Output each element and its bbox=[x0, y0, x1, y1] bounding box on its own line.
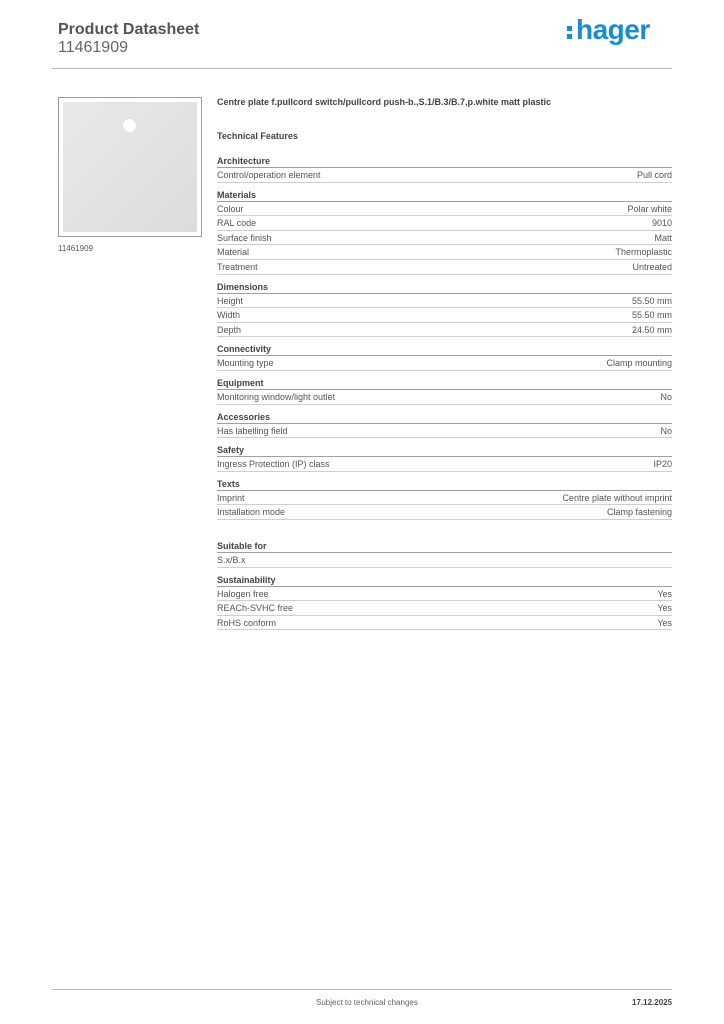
product-image bbox=[58, 97, 202, 237]
feature-value: 24.50 mm bbox=[631, 324, 672, 335]
section-title: Equipment bbox=[217, 378, 672, 390]
feature-section bbox=[217, 378, 672, 405]
feature-value: Clamp fastening bbox=[606, 507, 672, 518]
feature-label: Colour bbox=[217, 203, 244, 214]
feature-section bbox=[217, 445, 672, 472]
section-title: Dimensions bbox=[217, 282, 672, 294]
section-title: Architecture bbox=[217, 156, 672, 168]
feature-value: Polar white bbox=[627, 203, 672, 214]
section-title: Texts bbox=[217, 479, 672, 491]
feature-label: Monitoring window/light outlet bbox=[217, 391, 336, 402]
section-title: Accessories bbox=[217, 412, 672, 424]
footer-divider bbox=[52, 989, 672, 990]
hager-logo bbox=[566, 14, 650, 46]
feature-value: 9010 bbox=[651, 218, 672, 229]
product-number: 11461909 bbox=[58, 39, 128, 56]
image-caption: 11461909 bbox=[58, 244, 93, 253]
feature-row bbox=[217, 308, 672, 323]
feature-label: Depth bbox=[217, 324, 242, 335]
feature-label: Ingress Protection (IP) class bbox=[217, 459, 330, 470]
technical-features-heading: Technical Features bbox=[217, 131, 298, 141]
feature-value: Yes bbox=[657, 617, 672, 628]
page-title: Product Datasheet bbox=[58, 21, 200, 38]
feature-section bbox=[217, 412, 672, 439]
feature-row bbox=[217, 424, 672, 439]
feature-section bbox=[217, 344, 672, 371]
feature-row bbox=[217, 231, 672, 246]
feature-label: Control/operation element bbox=[217, 170, 321, 180]
feature-row bbox=[217, 294, 672, 309]
feature-label: REACh-SVHC free bbox=[217, 603, 294, 614]
section-title: Materials bbox=[217, 190, 672, 202]
feature-label: Treatment bbox=[217, 261, 258, 272]
logo-dots-icon bbox=[566, 21, 574, 41]
logo-text: hager bbox=[576, 14, 650, 45]
feature-label: RoHS conform bbox=[217, 617, 277, 628]
footer-note: Subject to technical changes bbox=[316, 998, 418, 1007]
feature-section bbox=[217, 479, 672, 520]
feature-section bbox=[217, 575, 672, 631]
feature-row bbox=[217, 601, 672, 616]
feature-label: Has labelling field bbox=[217, 425, 288, 436]
feature-row bbox=[217, 356, 672, 371]
feature-value: Thermoplastic bbox=[615, 247, 672, 258]
feature-value: Yes bbox=[657, 603, 672, 614]
feature-row bbox=[217, 505, 672, 520]
feature-row bbox=[217, 616, 672, 631]
feature-value: No bbox=[660, 425, 672, 436]
pullcord-hole bbox=[122, 118, 137, 133]
datasheet-content bbox=[217, 96, 672, 630]
feature-section bbox=[217, 190, 672, 275]
feature-value: 55.50 mm bbox=[631, 295, 672, 306]
feature-row bbox=[217, 587, 672, 602]
product-title: Centre plate f.pullcord switch/pullcord push-b.,S.1/B.3/B.7,p.white matt plastic bbox=[217, 97, 552, 107]
feature-row bbox=[217, 553, 672, 568]
header-divider bbox=[52, 68, 672, 69]
feature-sections bbox=[217, 156, 672, 630]
section-title: Connectivity bbox=[217, 344, 672, 356]
feature-label: S.x/B.x bbox=[217, 554, 246, 565]
feature-value: IP20 bbox=[653, 459, 672, 470]
feature-value: Matt bbox=[654, 232, 672, 243]
feature-value: Centre plate without imprint bbox=[562, 492, 672, 503]
feature-row bbox=[217, 216, 672, 231]
feature-value: Untreated bbox=[632, 261, 672, 272]
feature-label: Mounting type bbox=[217, 358, 274, 369]
feature-value: Clamp mounting bbox=[606, 358, 672, 369]
feature-row bbox=[217, 457, 672, 472]
section-title: Sustainability bbox=[217, 575, 672, 587]
feature-row bbox=[217, 245, 672, 260]
section-title: Safety bbox=[217, 445, 672, 457]
feature-value: 55.50 mm bbox=[631, 310, 672, 321]
feature-label: Halogen free bbox=[217, 588, 269, 599]
centre-plate-picture bbox=[63, 102, 197, 232]
feature-row bbox=[217, 323, 672, 338]
feature-row bbox=[217, 260, 672, 275]
feature-row bbox=[217, 390, 672, 405]
feature-label: RAL code bbox=[217, 218, 257, 229]
feature-value: No bbox=[660, 391, 672, 402]
feature-label: Surface finish bbox=[217, 232, 272, 243]
section-title: Suitable for bbox=[217, 541, 672, 553]
feature-label: Installation mode bbox=[217, 507, 286, 518]
feature-row bbox=[217, 202, 672, 217]
feature-label: Material bbox=[217, 247, 250, 258]
feature-value: Pull cord bbox=[636, 170, 672, 180]
feature-label: Height bbox=[217, 295, 244, 306]
feature-row bbox=[217, 168, 672, 183]
feature-value: Yes bbox=[657, 588, 672, 599]
feature-label: Width bbox=[217, 310, 241, 321]
feature-label: Imprint bbox=[217, 492, 245, 503]
feature-row bbox=[217, 491, 672, 506]
feature-section bbox=[217, 156, 672, 183]
footer-date: 17.12.2025 bbox=[632, 998, 673, 1007]
feature-section bbox=[217, 282, 672, 338]
feature-section bbox=[217, 541, 672, 568]
